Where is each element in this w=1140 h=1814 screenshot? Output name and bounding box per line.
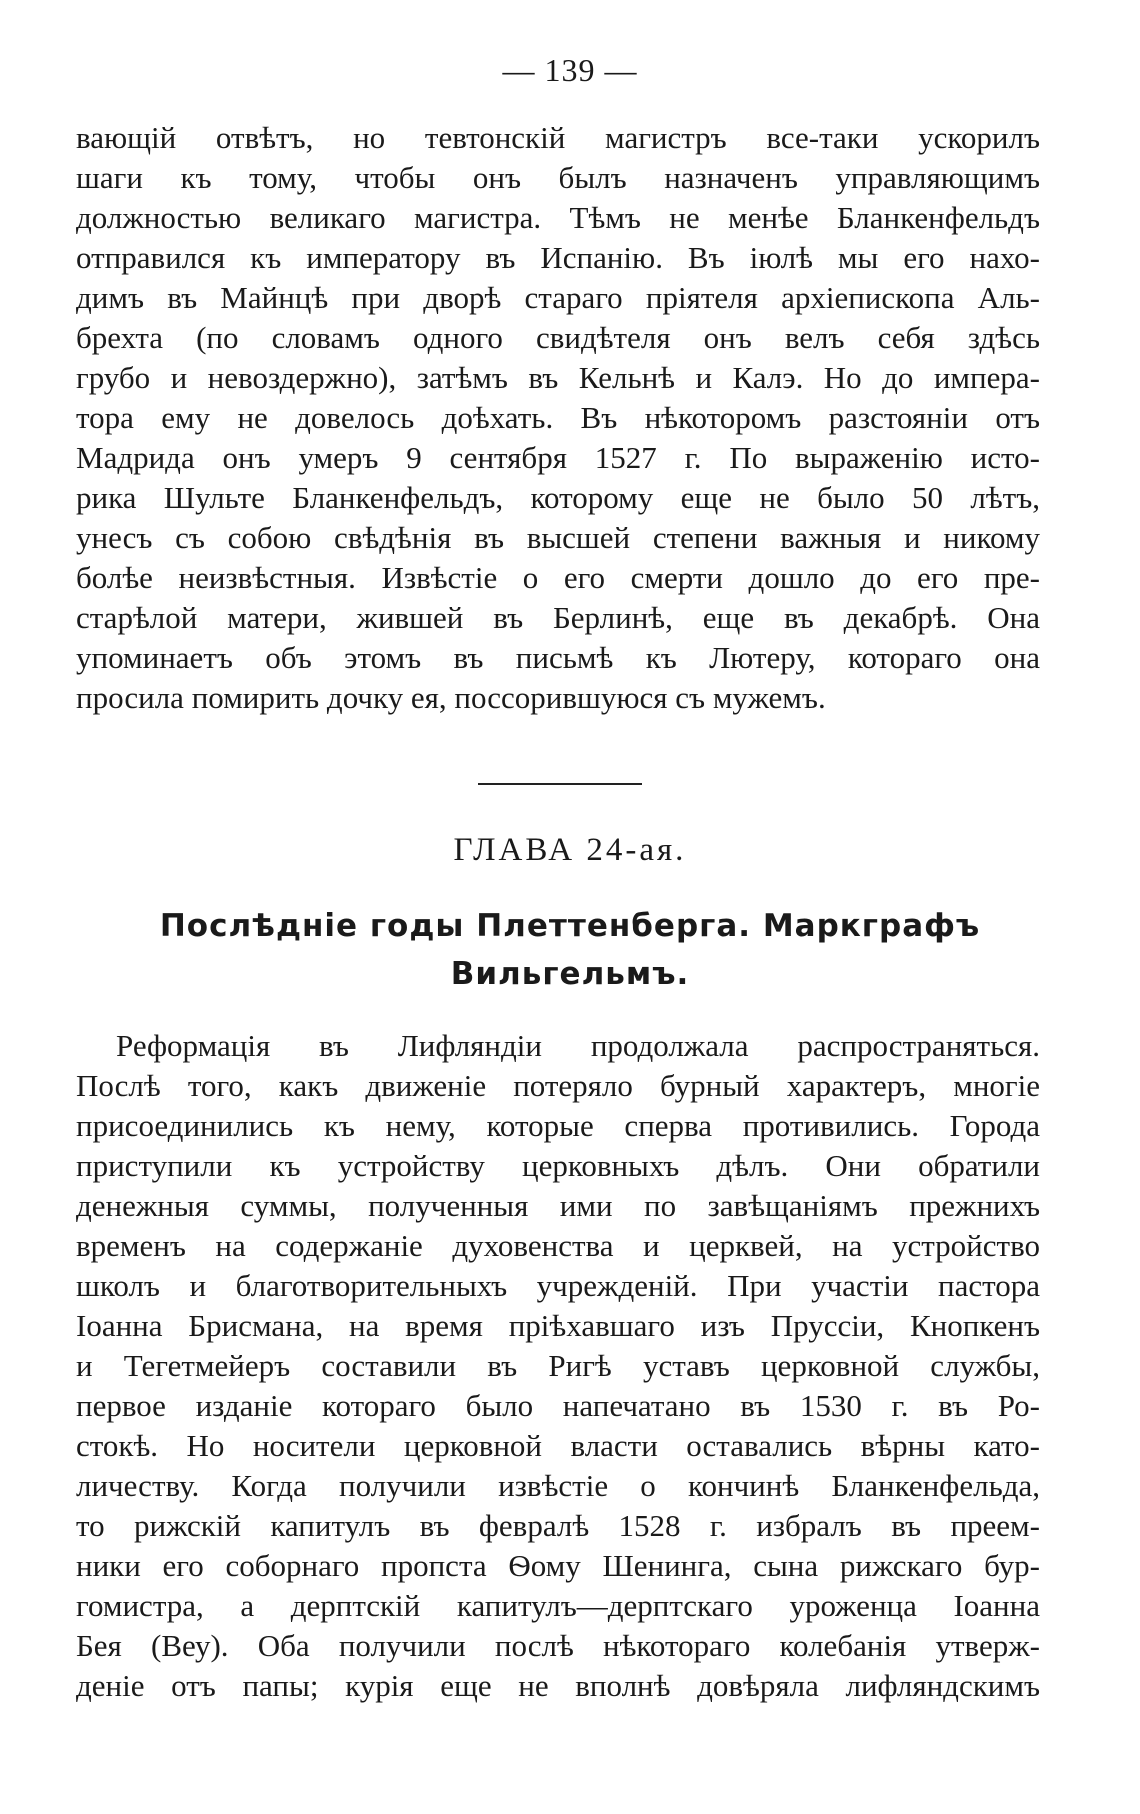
text-line: унесъ съ собою свѣдѣнія въ высшей степени важныя и никому <box>76 520 1040 555</box>
text-line: брехта (по словамъ одного свидѣтеля онъ велъ себя здѣсь <box>76 320 1040 355</box>
text-line: Іоанна Брисмана, на время пріѣхавшаго изъ Пруссіи, Кнопкенъ <box>76 1308 1040 1343</box>
text-line: присоединились къ нему, которые сперва противились. Города <box>76 1108 1040 1143</box>
text-line: денежныя суммы, полученныя ими по завѣщаніямъ прежнихъ <box>76 1188 1040 1223</box>
section-divider <box>478 783 642 785</box>
text-line: грубо и невоздержно), затѣмъ въ Кельнѣ и Калэ. Но до импера- <box>76 360 1040 395</box>
text-line: Реформація въ Лифляндіи продолжала распространяться. <box>116 1028 1040 1063</box>
chapter-heading: ГЛАВА 24-ая. <box>453 832 687 868</box>
text-line: и Тегетмейеръ составили въ Ригѣ уставъ церковной службы, <box>76 1348 1040 1383</box>
text-line: старѣлой матери, жившей въ Берлинѣ, еще въ декабрѣ. Она <box>76 600 1040 635</box>
text-line: то рижскій капитулъ въ февралѣ 1528 г. избралъ въ преем- <box>76 1508 1040 1543</box>
text-line: вающій отвѣтъ, но тевтонскій магистръ все-таки ускорилъ <box>76 120 1040 155</box>
text-line: приступили къ устройству церковныхъ дѣлъ. Они обратили <box>76 1148 1040 1183</box>
text-line: стокѣ. Но носители церковной власти оставались вѣрны като- <box>76 1428 1040 1463</box>
text-line: школъ и благотворительныхъ учрежденій. При участіи пастора <box>76 1268 1040 1303</box>
chapter-title-line-1: Послѣдніе годы Плеттенберга. Маркграфъ <box>159 908 981 944</box>
text-line: болѣе неизвѣстныя. Извѣстіе о его смерти дошло до его пре- <box>76 560 1040 595</box>
chapter-title-line-2: Вильгельмъ. <box>450 956 690 992</box>
text-line: Мадрида онъ умеръ 9 сентября 1527 г. По выраженію исто- <box>76 440 1040 475</box>
text-line: деніе отъ папы; курія еще не вполнѣ довѣряла лифляндскимъ <box>76 1668 1040 1703</box>
text-line: упоминаетъ объ этомъ въ письмѣ къ Лютеру, котораго она <box>76 640 1040 675</box>
text-line: рика Шульте Бланкенфельдъ, которому еще не было 50 лѣтъ, <box>76 480 1040 515</box>
text-line: отправился къ императору въ Испанію. Въ іюлѣ мы его нахо- <box>76 240 1040 275</box>
text-line: должностью великаго магистра. Тѣмъ не менѣе Бланкенфельдъ <box>76 200 1040 235</box>
text-line: димъ въ Майнцѣ при дворѣ стараго пріятеля архіепископа Аль- <box>76 280 1040 315</box>
text-line: первое изданіе котораго было напечатано въ 1530 г. въ Ро- <box>76 1388 1040 1423</box>
text-line: личеству. Когда получили извѣстіе о кончинѣ Бланкенфельда, <box>76 1468 1040 1503</box>
text-line: временъ на содержаніе духовенства и церквей, на устройство <box>76 1228 1040 1263</box>
text-line: просила помирить дочку ея, поссорившуюся съ мужемъ. <box>76 680 826 715</box>
text-line: гомистра, а дерптскій капитулъ—дерптскаго уроженца Іоанна <box>76 1588 1040 1623</box>
text-line: Бея (Веу). Оба получили послѣ нѣкотораго колебанія утверж- <box>76 1628 1040 1663</box>
text-line: шаги къ тому, чтобы онъ былъ назначенъ управляющимъ <box>76 160 1040 195</box>
text-line: тора ему не довелось доѣхать. Въ нѣкоторомъ разстояніи отъ <box>76 400 1040 435</box>
page-number: — 139 — <box>502 52 638 88</box>
text-line: ники его соборнаго пропста Ѳому Шенинга, сына рижскаго бур- <box>76 1548 1040 1583</box>
text-line: Послѣ того, какъ движеніе потеряло бурный характеръ, многіе <box>76 1068 1040 1103</box>
